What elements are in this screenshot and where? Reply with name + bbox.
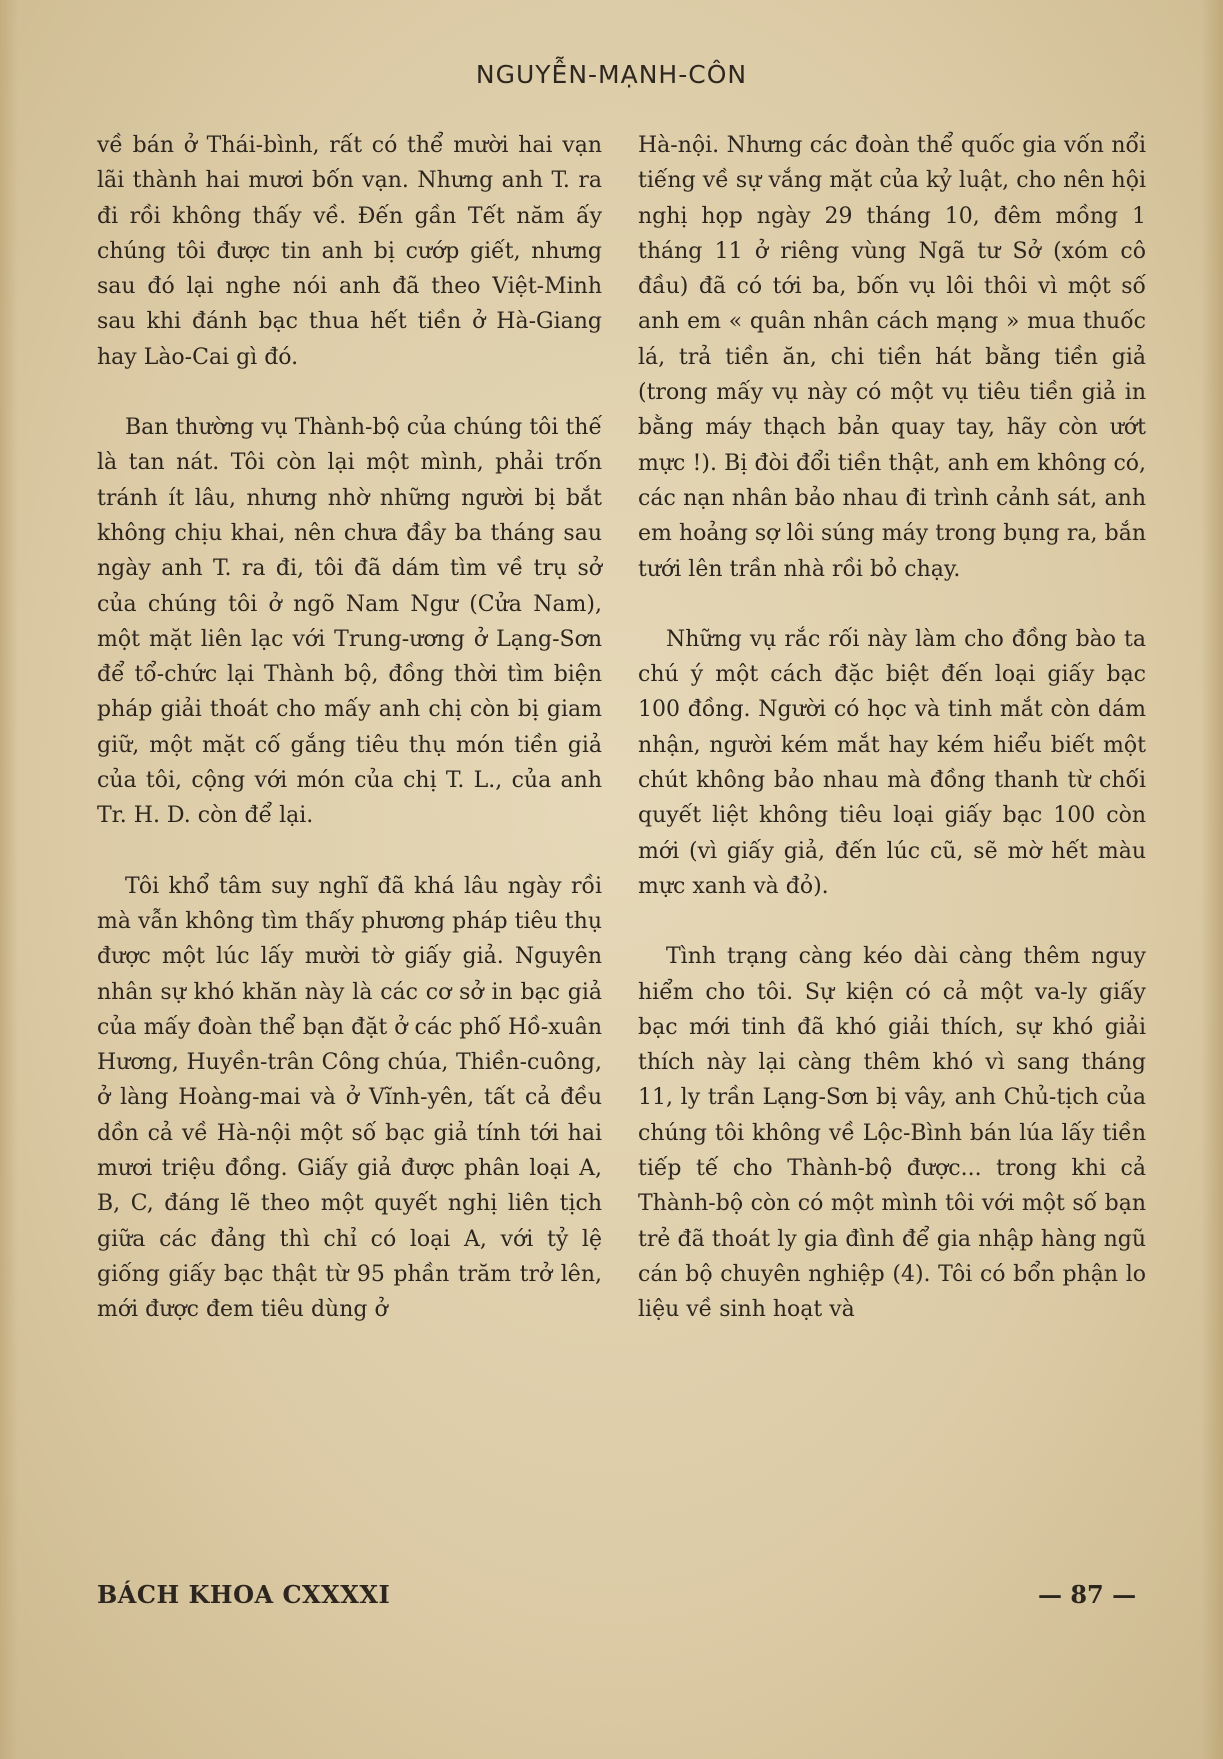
paragraph: Ban thường vụ Thành-bộ của chúng tôi thế là tan nát. Tôi còn lại một mình, phải trốn tránh ít lâu, nhưng nhờ những người bị bắt không chịu khai, nên chưa đầy ba tháng sau ngày anh T. ra đi, tôi đã dám tìm về trụ sở của chúng tôi ở ngõ Nam Ngư (Cửa Nam), một mặt liên lạc với Trung-ương ở Lạng-Sơn để tổ-chức lại Thành bộ, đồng thời tìm biện pháp giải thoát cho mấy anh chị còn bị giam giữ, một mặt cố gắng tiêu thụ món tiền giả của tôi, cộng với món của chị T. L., của anh Tr. H. D. còn để lại. <box>97 415 602 829</box>
running-head-author: NGUYỄN-MẠNH-CÔN <box>475 60 748 89</box>
page-edge-shadow-left <box>0 0 18 1759</box>
paragraph: về bán ở Thái-bình, rất có thể mười hai vạn lãi thành hai mươi bốn vạn. Nhưng anh T. ra đi rồi không thấy về. Đến gần Tết năm ấy chúng tôi được tin anh bị cướp giết, nhưng sau đó lại nghe nói anh đã theo Việt-Minh sau khi đánh bạc thua hết tiền ở Hà-Giang hay Lào-Cai gì đó. <box>97 133 602 370</box>
paragraph: Tình trạng càng kéo dài càng thêm nguy hiểm cho tôi. Sự kiện có cả một va-ly giấy bạc mới tinh đã khó giải thích, sự khó giải thích này lại càng thêm khó vì sang tháng 11, ly trần Lạng-Sơn bị vây, anh Chủ-tịch của chúng tôi không về Lộc-Bình bán lúa lấy tiền tiếp tế cho Thành-bộ được... trong khi cả Thành-bộ còn có một mình tôi với một số bạn trẻ đã thoát ly gia đình để gia nhập hàng ngũ cán bộ chuyên nghiệp (4). Tôi có bổn phận lo liệu về sinh hoạt và <box>638 944 1146 1323</box>
right-text-column <box>638 128 1146 1328</box>
paragraph: Những vụ rắc rối này làm cho đồng bào ta chú ý một cách đặc biệt đến loại giấy bạc 100 đồng. Người có học và tinh mắt còn dám nhận, người kém mắt hay kém hiểu biết một chút không bảo nhau mà đồng thanh từ chối quyết liệt không tiêu loại giấy bạc 100 còn mới (vì giấy giả, đến lúc cũ, sẽ mờ hết màu mực xanh và đỏ). <box>638 626 1146 899</box>
paragraph: Hà-nội. Nhưng các đoàn thể quốc gia vốn nổi tiếng về sự vắng mặt của kỷ luật, cho nên hội nghị họp ngày 29 tháng 10, đêm mồng 1 tháng 11 ở riêng vùng Ngã tư Sở (xóm cô đầu) đã có tới ba, bốn vụ lôi thôi vì một số anh em « quân nhân cách mạng » mua thuốc lá, trả tiền ăn, chi tiền hát bằng tiền giả (trong mấy vụ này có một vụ tiêu tiền giả in bằng máy thạch bản quay tay, hãy còn ướt mực !). Bị đòi đổi tiền thật, anh em không có, các nạn nhân bảo nhau đi trình cảnh sát, anh em hoảng sợ lôi súng máy trong bụng ra, bắn tưới lên trần nhà rồi bỏ chạy. <box>638 133 1146 582</box>
page-edge-shadow-right <box>1201 0 1223 1759</box>
footer-journal-title: BÁCH KHOA CXXXXI <box>97 1580 391 1609</box>
left-text-column <box>97 128 602 1328</box>
paragraph: Tôi khổ tâm suy nghĩ đã khá lâu ngày rồi mà vẫn không tìm thấy phương pháp tiêu thụ được một lúc lấy mười tờ giấy giả. Nguyên nhân sự khó khăn này là các cơ sở in bạc giả của mấy đoàn thể bạn đặt ở các phố Hồ-xuân Hương, Huyền-trân Công chúa, Thiền-cuông, ở làng Hoàng-mai và ở Vĩnh-yên, tất cả đều dồn cả về Hà-nội một số bạc giả tính tới hai mươi triệu đồng. Giấy giả được phân loại A, B, C, đáng lẽ theo một quyết nghị liên tịch giữa các đảng thì chỉ có loại A, với tỷ lệ giống giấy bạc thật từ 95 phần trăm trở lên, mới được đem tiêu dùng ở <box>97 873 602 1323</box>
footer-page-number: — 87 — <box>1038 1580 1137 1609</box>
